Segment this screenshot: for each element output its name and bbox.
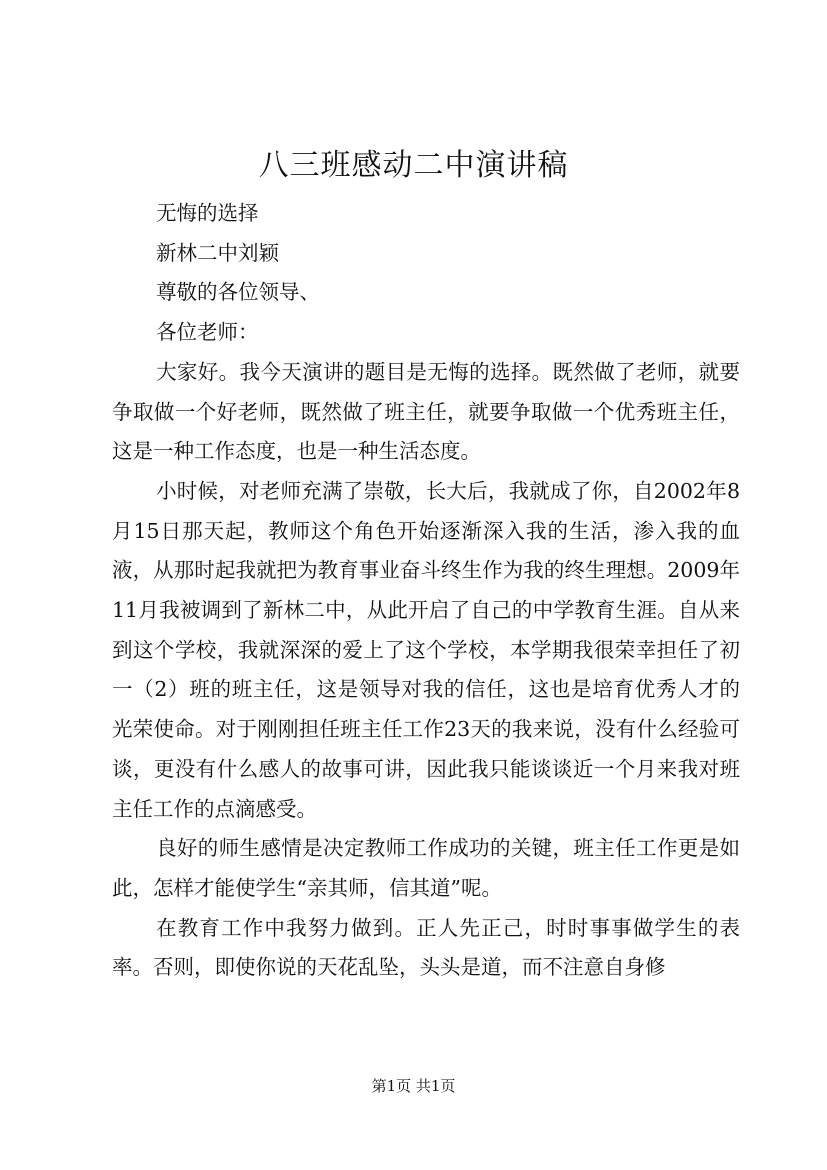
page-number-footer: 第1页 共1页	[371, 1077, 456, 1095]
salutation-teachers: 各位老师：	[156, 320, 259, 345]
body-paragraph: 在教育工作中我努力做到。正人先正己，时时事事做学生的表率。否则，即使你说的天花乱坠，头头是道，而不注意自身修	[112, 915, 740, 980]
salutation-leaders: 尊敬的各位领导、	[156, 280, 321, 305]
body-paragraph: 大家好。我今天演讲的题目是无悔的选择。既然做了老师，就要争取做一个好老师，既然做了班主任，就要争取做一个优秀班主任，这是一种工作态度，也是一种生活态度。	[112, 359, 740, 464]
body-paragraph: 小时候，对老师充满了崇敬，长大后，我就成了你，自2002年8月15日那天起，教师这个角色开始逐渐深入我的生活，渗入我的血液，从那时起我就把为教育事业奋斗终生作为我的终生理想。2009年11月我被调到了新林二中，从此开启了自己的中学教育生涯。自从来到这个学校，我就深深的爱上了这个学校，本学期我很荣幸担任了初一（2）班的班主任，这是领导对我的信任，这也是培育优秀人才的光荣使命。对于刚刚担任班主任工作23天的我来说，没有什么经验可谈，更没有什么感人的故事可讲，因此我只能谈谈近一个月来我对班主任工作的点滴感受。	[112, 478, 740, 821]
speech-subtitle: 无悔的选择	[156, 201, 259, 225]
document-title: 八三班感动二中演讲稿	[258, 148, 569, 183]
body-paragraph: 良好的师生感情是决定教师工作成功的关键，班主任工作更是如此，怎样才能使学生“亲其师，信其道”呢。	[112, 836, 740, 900]
author-line: 新林二中刘颖	[156, 240, 280, 265]
document-body	[112, 194, 740, 988]
